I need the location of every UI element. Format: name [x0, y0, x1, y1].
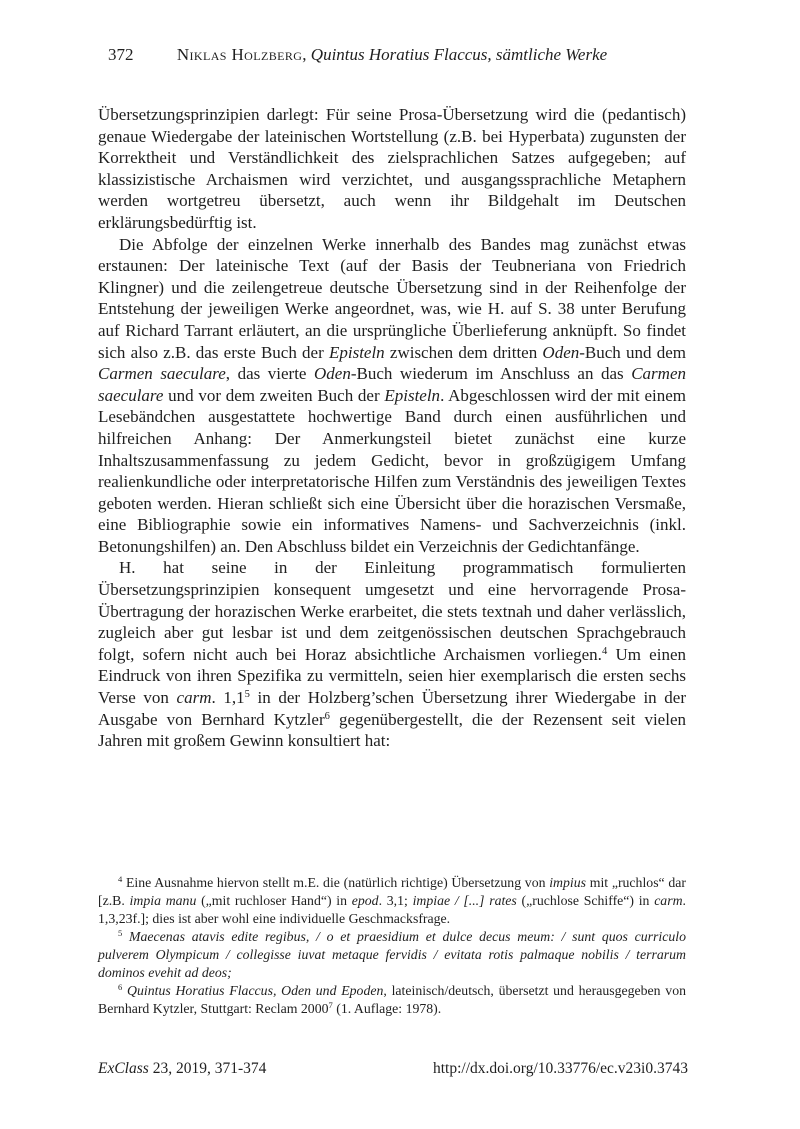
page-footer — [98, 1060, 688, 1078]
paragraph-2: Die Abfolge der einzelnen Werke innerhalb des Bandes mag zunächst etwas erstaunen: Der lateinische Text (auf der Basis der Teubneriana von Friedrich Klingner) und die zeilengetreue deutsche Übersetzung sind in der Reihenfolge der Entstehung der jeweiligen Werke angeordnet, was, wie H. auf S. 38 unter Berufung auf Richard Tarrant erläutert, an die ursprüngliche Überlieferung anknüpft. So findet sich also z.B. das erste Buch der Episteln zwischen dem dritten Oden-Buch und dem Carmen saeculare, das vierte Oden-Buch wiederum im Anschluss an das Carmen saeculare und vor dem zweiten Buch der Episteln. Abgeschlossen wird der mit einem Lesebändchen ausgestattete hochwertige Band durch einen ausführlichen und hilfreichen Anhang: Der Anmerkungsteil bietet zunächst eine kurze Inhaltszusammenfassung zu jedem Gedicht, bevor in großzügigem Umfang realienkundliche oder interpretatorische Hilfen zum Verständnis des jeweiligen Textes geboten werden. Hieran schließt sich eine Übersicht über die horazischen Versmaße, eine Bibliographie sowie ein informatives Namens- und Sachverzeichnis (inkl. Betonungshilfen) an. Den Abschluss bildet ein Verzeichnis der Gedichtanfänge. — [98, 234, 686, 556]
journal-citation — [98, 1060, 266, 1078]
journal-citation-rest: 23, 2019, 371-374 — [148, 1060, 267, 1077]
author-name: Niklas Holzberg — [176, 45, 303, 64]
running-head — [98, 44, 686, 66]
doi-text: http://dx.doi.org/10.33776/ec.v23i0.3743 — [432, 1060, 688, 1077]
footnote-5: $^5$ Maecenas atavis edite regibus, / o et praesidium et dulce decus meum: / sunt quos curriculo pulverem Olympicum / collegisse iuvat metaque fervidis / evitata rotis palmaque nobilis / terrarum dominos evehit ad deos; — [98, 928, 687, 980]
review-body — [98, 104, 686, 752]
header-separator: , — [302, 45, 311, 64]
footnote-6: $^6$ Quintus Horatius Flaccus, Oden und Epoden, lateinisch/deutsch, übersetzt und herausgegeben von Bernhard Kytzler, Stuttgart: Reclam 2000$^7$ (1. Auflage: 1978). — [98, 982, 687, 1016]
page-number: 372 — [108, 45, 134, 64]
paragraph-3: H. hat seine in der Einleitung programmatisch formulierten Übersetzungsprinzipien konsequent umgesetzt und eine hervorragende Prosa-Übertragung der horazischen Werke erarbeitet, die stets textnah und daher verlässlich, zugleich aber gut lesbar ist und dem zeitgenössischen deutschen Sprachgebrauch folgt, sofern nicht auch bei Horaz absichtliche Archaismen vorliegen.$^4$ Um einen Eindruck von ihren Spezifika zu vermitteln, seien hier exemplarisch die ersten sechs Verse von carm. $1,1^5$ in der Holzberg’schen Übersetzung ihrer Wiedergabe in der Ausgabe von Bernhard Kytzler$^6$ gegenübergestellt, die der Rezensent seit vielen Jahren mit großem Gewinn konsultiert hat: — [98, 558, 687, 751]
footnotes-section — [98, 874, 686, 1018]
paragraph-1: Übersetzungsprinzipien darlegt: Für seine Prosa-Übersetzung wird die (pedantisch) genaue Wiedergabe der lateinischen Wortstellung (z.B. bei Hyperbata) zugunsten der Korrektheit und Verständlichkeit des zielsprachlichen Satzes aufgegeben; auf klassizistische Archaismen wird verzichtet, und ausgangssprachliche Metaphern werden wortgetreu übersetzt, auch wenn ihr Bildgehalt im Deutschen erklärungsbedürftig ist. — [98, 105, 686, 232]
running-head-title — [98, 44, 686, 66]
book-title: Quintus Horatius Flaccus, sämtliche Werke — [310, 45, 608, 64]
journal-name: ExClass — [98, 1060, 149, 1077]
footnote-4: $^4$ Eine Ausnahme hiervon stellt m.E. die (natürlich richtige) Übersetzung von impius mit „ruchlos“ dar [z.B. impia manu („mit ruchloser Hand“) in epod. 3,1; impiae / [...] rates („ruchlose Schiffe“) in carm. 1,3,23f.]; dies ist aber wohl eine individuelle Geschmacksfrage. — [98, 874, 687, 926]
